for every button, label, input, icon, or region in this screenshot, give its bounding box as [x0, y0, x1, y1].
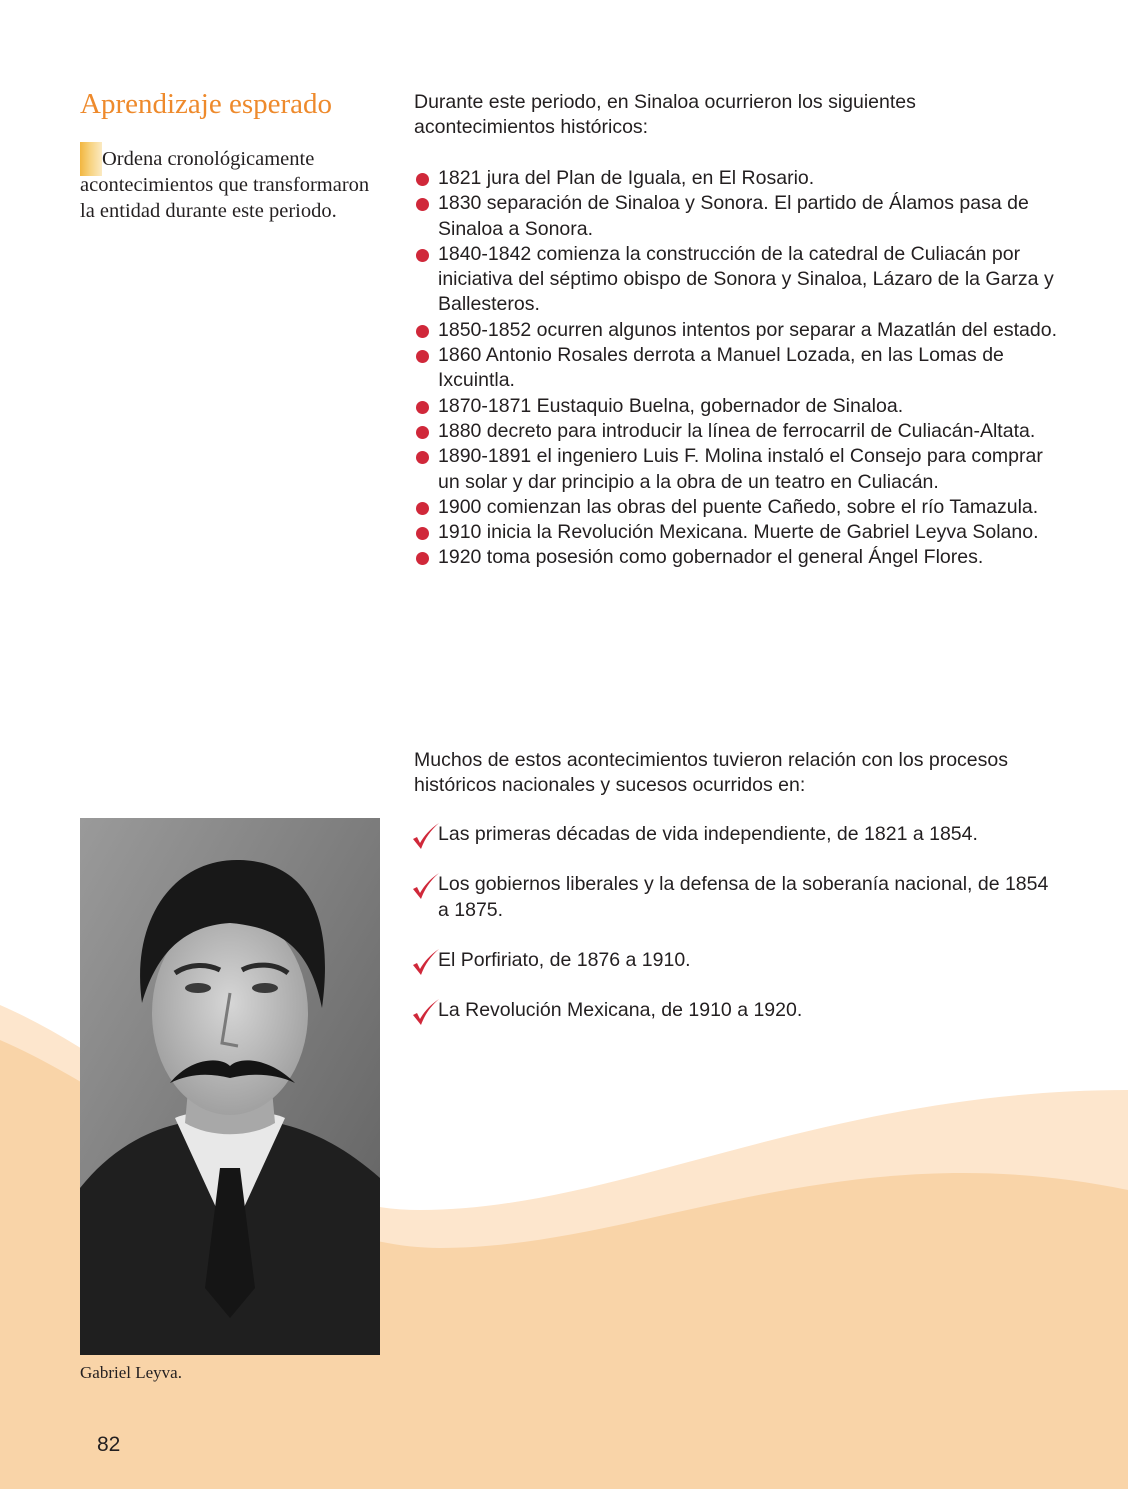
period-text: La Revolución Mexicana, de 1910 a 1920. — [438, 999, 803, 1022]
period-text: Los gobiernos liberales y la defensa de la soberanía nacional, de 1854 a 1875. — [438, 873, 1049, 921]
page-number: 82 — [97, 1433, 121, 1456]
bullet-icon — [416, 198, 429, 211]
bullet-icon — [416, 527, 429, 540]
relation-paragraph: Muchos de estos acontecimientos tuvieron relación con los procesos históricos nacionales y sucesos ocurridos en: — [414, 749, 1008, 796]
periods-list — [410, 822, 1060, 1048]
event-text: 1860 Antonio Rosales derrota a Manuel Lozada, en las Lomas de Ixcuintla. — [438, 344, 1004, 392]
portrait-photo — [80, 818, 380, 1355]
bullet-icon — [416, 401, 429, 414]
events-list — [414, 166, 1064, 571]
period-item — [410, 948, 1060, 973]
event-item — [414, 520, 1064, 545]
event-item — [414, 495, 1064, 520]
bullet-icon — [416, 552, 429, 565]
bullet-icon — [416, 350, 429, 363]
event-text: 1821 jura del Plan de Iguala, en El Rosario. — [438, 167, 815, 189]
bullet-icon — [416, 502, 429, 515]
expected-learning-box — [80, 146, 370, 224]
event-text: 1870-1871 Eustaquio Buelna, gobernador de Sinaloa. — [438, 394, 904, 417]
event-text: 1840-1842 comienza la construcción de la catedral de Culiacán por iniciativa del séptimo obispo de Sonora y Sinaloa, Lázaro de la Garza y Ballesteros. — [438, 242, 1054, 316]
bullet-icon — [416, 249, 429, 262]
event-item — [414, 343, 1064, 394]
event-text: 1910 inicia la Revolución Mexicana. Muerte de Gabriel Leyva Solano. — [438, 521, 1039, 544]
event-item — [414, 242, 1064, 318]
period-text: El Porfiriato, de 1876 a 1910. — [438, 948, 691, 971]
checkmark-icon — [410, 998, 440, 1028]
expected-learning-text: Ordena cronológicamente acontecimientos que transformaron la entidad durante este periodo. — [80, 148, 370, 222]
bullet-icon — [416, 451, 429, 464]
event-item — [414, 191, 1064, 242]
event-text: 1920 toma posesión como gobernador el general Ángel Flores. — [438, 546, 984, 569]
bullet-icon — [416, 173, 429, 186]
bullet-icon — [416, 426, 429, 439]
event-item — [414, 318, 1064, 343]
learning-heading: Aprendizaje esperado — [80, 88, 333, 120]
period-text: Las primeras décadas de vida independiente, de 1821 a 1854. — [438, 823, 978, 845]
event-text: 1850-1852 ocurren algunos intentos por separar a Mazatlán del estado. — [438, 318, 1057, 341]
intro-paragraph: Durante este periodo, en Sinaloa ocurrieron los siguientes acontecimientos históricos: — [414, 91, 916, 138]
event-item — [414, 444, 1064, 495]
checkmark-icon — [410, 822, 440, 852]
bullet-icon — [416, 325, 429, 338]
period-item — [410, 872, 1060, 923]
event-item — [414, 394, 1064, 419]
period-item — [410, 822, 1060, 847]
event-text: 1890-1891 el ingeniero Luis F. Molina instaló el Consejo para comprar un solar y dar principio a la obra de un teatro en Culiacán. — [438, 445, 1043, 493]
photo-caption: Gabriel Leyva. — [80, 1363, 182, 1382]
event-item — [414, 545, 1064, 570]
checkmark-icon — [410, 872, 440, 902]
event-text: 1830 separación de Sinaloa y Sonora. El partido de Álamos pasa de Sinaloa a Sonora. — [438, 192, 1029, 240]
portrait-illustration — [80, 818, 380, 1355]
event-text: 1900 comienzan las obras del puente Cañedo, sobre el río Tamazula. — [438, 495, 1039, 518]
event-item — [414, 166, 1064, 191]
period-item — [410, 998, 1060, 1023]
checkmark-icon — [410, 948, 440, 978]
event-item — [414, 419, 1064, 444]
event-text: 1880 decreto para introducir la línea de ferrocarril de Culiacán-Altata. — [438, 419, 1036, 442]
